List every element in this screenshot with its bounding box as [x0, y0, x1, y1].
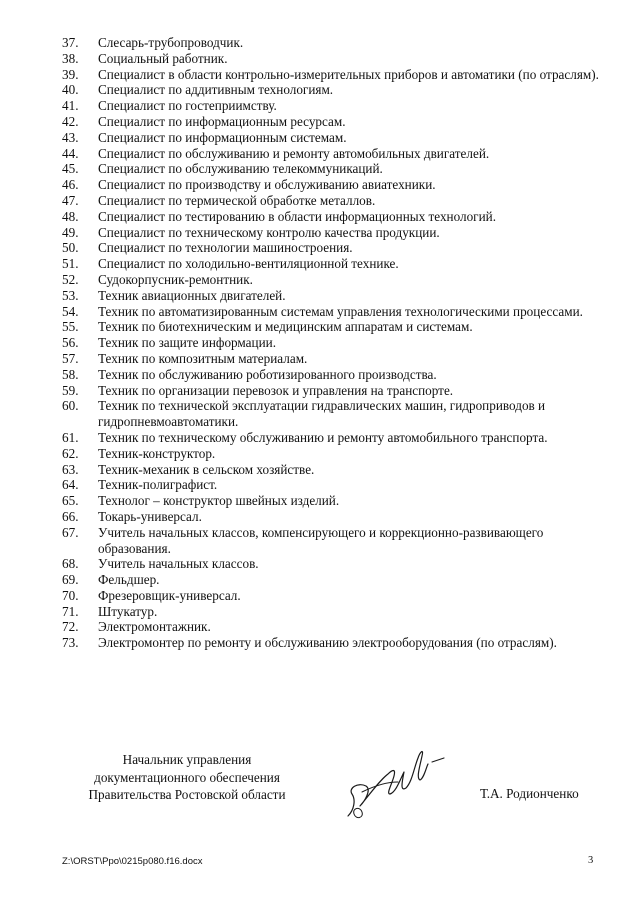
list-item-text: Специалист по обслуживанию и ремонту автомобильных двигателей. — [98, 145, 490, 161]
list-item-number: 55. — [62, 319, 79, 335]
list-item-text: Учитель начальных классов, компенсирующего и коррекционно-развивающего образования. — [98, 524, 544, 556]
list-item-text: Специалист по тестированию в области информационных технологий. — [98, 208, 497, 224]
list-item — [62, 509, 602, 525]
list-item-text: Техник по биотехническим и медицинским аппаратам и системам. — [98, 319, 473, 335]
list-item-number: 59. — [62, 382, 79, 398]
list-item-number: 44. — [62, 145, 79, 161]
list-item — [62, 67, 602, 83]
list-item — [62, 272, 602, 288]
signer-title-line: документационного обеспечения — [94, 769, 280, 785]
list-item — [62, 367, 602, 383]
list-item-number: 66. — [62, 508, 79, 524]
list-item-text: Специалист по производству и обслуживанию авиатехники. — [98, 177, 436, 193]
signer-name: Т.А. Родионченко — [480, 786, 579, 801]
list-item-number: 65. — [62, 493, 79, 509]
handwritten-signature — [340, 742, 450, 822]
list-item-text: Специалист по информационным ресурсам. — [98, 113, 346, 129]
list-item-text: Техник по композитным материалам. — [98, 350, 308, 366]
list-item-text: Специалист по холодильно-вентиляционной технике. — [98, 256, 399, 272]
signer-title — [62, 751, 312, 804]
list-item-number: 69. — [62, 572, 79, 588]
list-item-text: Специалист по техническому контролю качества продукции. — [98, 224, 440, 240]
list-item — [62, 161, 602, 177]
list-item-text: Специалист по аддитивным технологиям. — [98, 82, 334, 98]
list-item — [62, 430, 602, 446]
list-item — [62, 82, 602, 98]
profession-list — [62, 35, 602, 651]
list-item-text: Техник по автоматизированным системам управления технологическими процессами. — [98, 303, 583, 319]
list-item-number: 41. — [62, 98, 79, 114]
list-item — [62, 130, 602, 146]
list-item-number: 57. — [62, 350, 79, 366]
list-item-text: Техник-конструктор. — [98, 445, 216, 461]
list-item-number: 49. — [62, 224, 79, 240]
list-item-number: 37. — [62, 35, 79, 50]
list-item-text: Токарь-универсал. — [98, 508, 202, 524]
list-item-number: 68. — [62, 556, 79, 572]
list-item-text: Специалист по обслуживанию телекоммуникаций. — [98, 161, 383, 177]
list-item-text: Техник авиационных двигателей. — [98, 287, 286, 303]
list-item — [62, 556, 602, 572]
list-item — [62, 225, 602, 241]
list-item-number: 51. — [62, 256, 79, 272]
list-item — [62, 383, 602, 399]
list-item — [62, 256, 602, 272]
list-item-text: Техник по обслуживанию роботизированного производства. — [98, 366, 437, 382]
list-item-number: 53. — [62, 287, 79, 303]
list-item-text: Техник-механик в сельском хозяйстве. — [98, 461, 315, 477]
list-item-number: 58. — [62, 366, 79, 382]
list-item — [62, 604, 602, 620]
list-item-number: 72. — [62, 619, 79, 635]
list-item-number: 45. — [62, 161, 79, 177]
list-item — [62, 462, 602, 478]
list-item-number: 42. — [62, 113, 79, 129]
list-item-number: 71. — [62, 603, 79, 619]
list-item-number: 56. — [62, 335, 79, 351]
list-item — [62, 319, 602, 335]
list-item — [62, 51, 602, 67]
list-item-number: 38. — [62, 50, 79, 66]
list-item-text: Специалист по гостеприимству. — [98, 98, 277, 114]
list-item — [62, 477, 602, 493]
list-item-text: Специалист по технологии машиностроения. — [98, 240, 353, 256]
list-item-text: Фрезеровщик-универсал. — [98, 587, 241, 603]
file-path: Z:\ORST\Ppo\0215p080.f16.docx — [62, 856, 203, 867]
list-item-text: Технолог – конструктор швейных изделий. — [98, 493, 340, 509]
list-item — [62, 588, 602, 604]
list-item — [62, 619, 602, 635]
list-item-number: 70. — [62, 587, 79, 603]
list-item — [62, 240, 602, 256]
list-item-text: Техник-полиграфист. — [98, 477, 218, 493]
list-item-text: Учитель начальных классов. — [98, 556, 259, 572]
list-item-number: 67. — [62, 524, 79, 540]
list-item — [62, 446, 602, 462]
list-item-number: 63. — [62, 461, 79, 477]
list-item — [62, 304, 602, 320]
list-item — [62, 572, 602, 588]
list-item — [62, 335, 602, 351]
list-item — [62, 35, 602, 51]
list-item-number: 62. — [62, 445, 79, 461]
list-item-text: Специалист по термической обработке металлов. — [98, 192, 376, 208]
list-item-text: Штукатур. — [98, 603, 158, 619]
list-item-number: 50. — [62, 240, 79, 256]
list-item — [62, 288, 602, 304]
list-item — [62, 193, 602, 209]
list-item — [62, 114, 602, 130]
list-item-number: 47. — [62, 192, 79, 208]
list-item-text: Социальный работник. — [98, 50, 228, 66]
list-item-text: Специалист в области контрольно-измерительных приборов и автоматики (по отраслям). — [98, 66, 599, 82]
list-item-text: Специалист по информационным системам. — [98, 129, 347, 145]
list-item-text: Техник по технической эксплуатации гидравлических машин, гидроприводов и гидропневмоавтоматики. — [98, 398, 546, 430]
list-item-number: 39. — [62, 66, 79, 82]
list-item-text: Электромонтер по ремонту и обслуживанию электрооборудования (по отраслям). — [98, 635, 557, 651]
list-item-number: 54. — [62, 303, 79, 319]
list-item-number: 52. — [62, 271, 79, 287]
list-item — [62, 209, 602, 225]
list-item — [62, 493, 602, 509]
list-item-text: Электромонтажник. — [98, 619, 211, 635]
list-item-number: 43. — [62, 129, 79, 145]
signer-title-line: Правительства Ростовской области — [88, 787, 286, 802]
list-item-number: 61. — [62, 429, 79, 445]
list-item — [62, 525, 602, 557]
list-item-number: 48. — [62, 208, 79, 224]
list-item-number: 73. — [62, 635, 79, 651]
signer-title-line: Начальник управления — [122, 752, 252, 767]
list-item-text: Техник по организации перевозок и управления на транспорте. — [98, 382, 454, 398]
list-item-number: 64. — [62, 477, 79, 493]
list-item-number: 60. — [62, 398, 79, 414]
page-number: 3 — [588, 855, 594, 866]
list-item-text: Техник по техническому обслуживанию и ремонту автомобильного транспорта. — [98, 429, 548, 445]
list-item — [62, 146, 602, 162]
list-item-text: Судокорпусник-ремонтник. — [98, 271, 253, 287]
list-item — [62, 635, 602, 651]
list-item — [62, 98, 602, 114]
list-item-text: Техник по защите информации. — [98, 335, 277, 351]
list-item-number: 46. — [62, 177, 79, 193]
list-item — [62, 351, 602, 367]
list-item-text: Слесарь-трубопроводчик. — [98, 35, 244, 50]
list-item — [62, 398, 602, 430]
list-item-number: 40. — [62, 82, 79, 98]
list-item — [62, 177, 602, 193]
list-item-text: Фельдшер. — [98, 572, 160, 588]
